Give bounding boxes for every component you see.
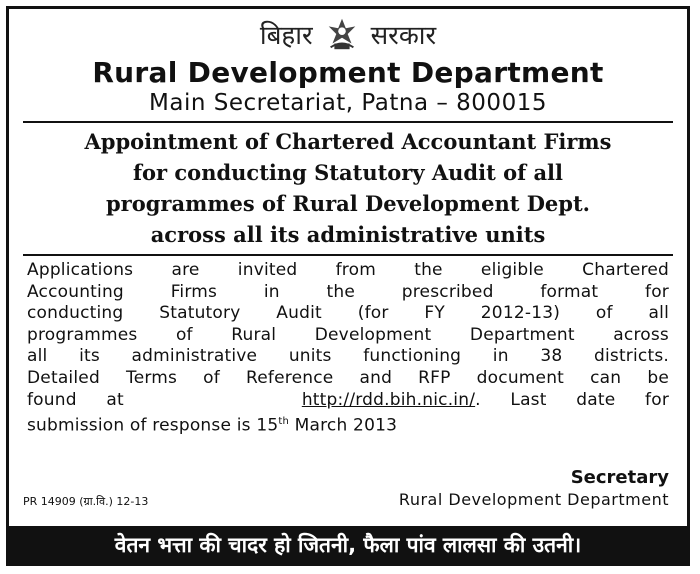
headline xyxy=(9,123,687,254)
body-line: conducting Statutory Audit (for FY 2012-13) of all xyxy=(27,303,669,324)
headline-line: for conducting Statutory Audit of all xyxy=(132,160,564,185)
advertisement-frame xyxy=(6,6,690,566)
deadline-prefix: submission of response is 15 xyxy=(27,415,279,436)
link-suffix: . Last date for xyxy=(475,389,670,410)
signatory-department: Rural Development Department xyxy=(398,490,669,509)
body-line: Detailed Terms of Reference and RFP document can be xyxy=(27,367,669,388)
body-line: Applications are invited from the eligible Chartered xyxy=(27,260,669,280)
header-right-text: सरकार xyxy=(370,21,437,51)
body-line: programmes of Rural Development Department across xyxy=(27,324,669,345)
department-name: Rural Development Department xyxy=(92,56,604,89)
body-line-link xyxy=(27,390,669,412)
body-line: Accounting Firms in the prescribed format for xyxy=(27,281,669,302)
header-left-text: बिहार xyxy=(259,21,313,51)
headline-line: Appointment of Chartered Accountant Firms xyxy=(84,129,612,154)
signature-block xyxy=(399,467,669,511)
footer-slogan: वेतन भत्ता की चादर हो जितनी, फैला पांव लालसा की उतनी। xyxy=(114,532,582,557)
notice-body xyxy=(9,256,687,437)
signatory-title: Secretary xyxy=(570,467,669,488)
deadline-suffix: March 2013 xyxy=(289,415,398,436)
rdd-website-link[interactable]: http://rdd.bih.nic.in/ xyxy=(301,389,476,410)
bihar-emblem-icon xyxy=(323,15,361,53)
footer-slogan-band xyxy=(9,526,687,563)
link-prefix: found at xyxy=(27,389,124,410)
body-line: all its administrative units functioning in 38 districts. xyxy=(27,346,669,367)
header-band xyxy=(9,9,687,59)
body-line-deadline xyxy=(27,411,669,437)
pr-code: PR 14909 (ग्रा.वि.) 12-13 xyxy=(23,495,149,508)
deadline-superscript: th xyxy=(278,416,290,428)
headline-line: programmes of Rural Development Dept. xyxy=(105,191,590,216)
department-address: Main Secretariat, Patna – 800015 xyxy=(149,90,547,116)
headline-line: across all its administrative units xyxy=(150,222,546,247)
